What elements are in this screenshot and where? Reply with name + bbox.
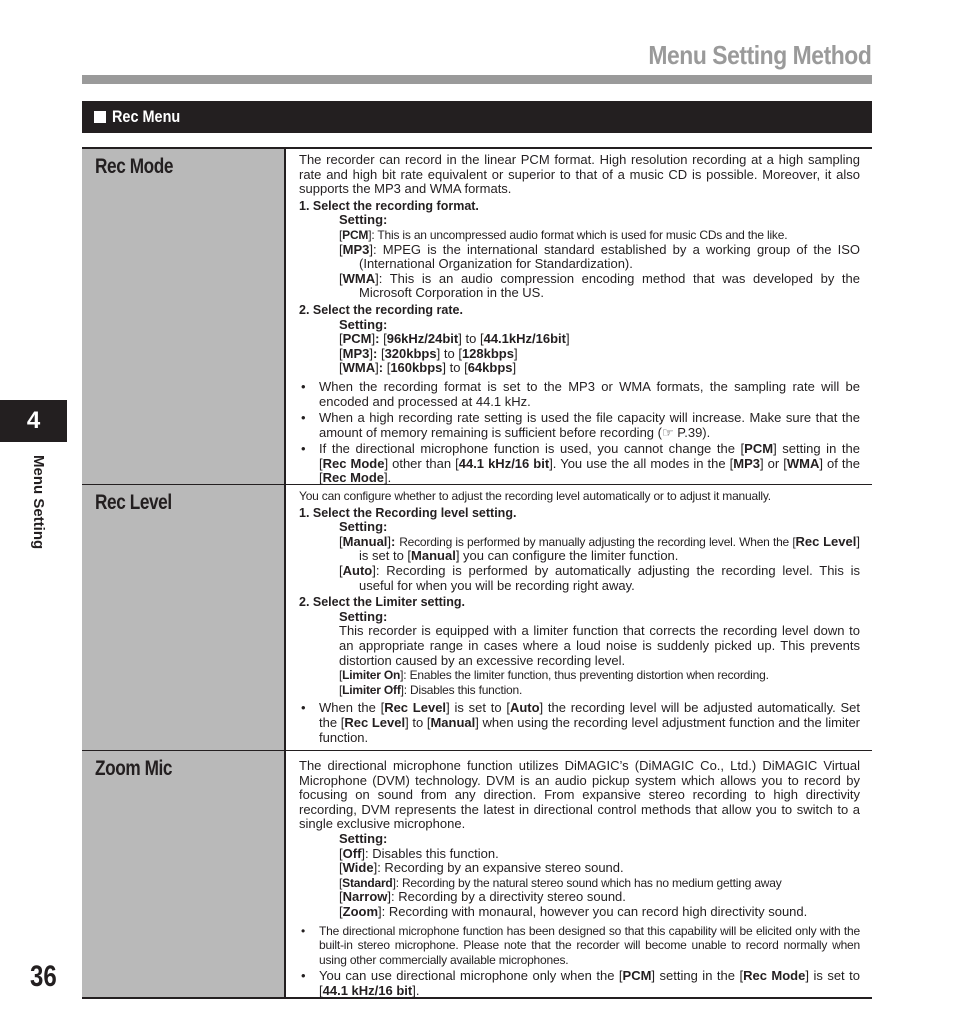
option-limiter-on: [Limiter On]: Enables the limiter function, thus preventing distortion when recording. (339, 668, 769, 683)
option-manual: [Manual]: Recording is performed by manually adjusting the recording level. When the [Rec Level] is set to [Manual] you can configure the limiter function. (339, 533, 860, 564)
row-label-cell (82, 149, 286, 484)
option-limiter-off: [Limiter Off]: Disables this function. (339, 682, 523, 697)
rate-wma: [WMA]: [160kbps] to [64kbps] (339, 360, 517, 376)
note-bullet: • When the recording format is set to the MP3 or WMA formats, the sampling rate will be encoded and processed at 44.1 kHz. (299, 380, 860, 409)
step-heading: 2. Select the recording rate. (299, 302, 463, 317)
option-zoom: [Zoom]: Recording with monaural, however you can record high directivity sound. (339, 903, 808, 919)
table-row-rec-mode (82, 149, 872, 484)
step-heading: 1. Select the recording format. (299, 198, 479, 213)
setting-heading: Setting: (339, 830, 388, 846)
row-label-zoom-mic: Zoom Mic (95, 757, 173, 780)
option-wide: [Wide]: Recording by an expansive stereo sound. (339, 860, 624, 876)
note-bullet: • When the [Rec Level] is set to [Auto] the recording level will be adjusted automatically. Set the [Rec Level] to [Manual] when using the recording level adjustment function and the limiter function. (299, 701, 860, 745)
setting-heading: Setting: (339, 608, 388, 624)
option-mp3: [MP3]: MPEG is the international standard established by a working group of the ISO (International Organization for Standardization). (339, 241, 860, 272)
intro-text: The recorder can record in the linear PCM format. High resolution recording at a high sampling rate and high bit rate equivalent or superior to that of a music CD is possible. Moreover, it also supports the MP3 and WMA formats. (299, 152, 860, 197)
option-narrow: [Narrow]: Recording by a directivity stereo sound. (339, 889, 626, 905)
menu-table (82, 147, 872, 999)
note-bullet: • You can use directional microphone only when the [PCM] setting in the [Rec Mode] is set to [44.1 kHz/16 bit]. (299, 969, 860, 998)
option-auto: [Auto]: Recording is performed by automatically adjusting the recording level. This is useful for when you will be recording right away. (339, 562, 860, 593)
setting-heading: Setting: (339, 519, 388, 535)
square-bullet-icon (94, 111, 106, 123)
step-heading: 2. Select the Limiter setting. (299, 595, 466, 610)
row-body-rec-level (286, 485, 872, 750)
section-title: Rec Menu (112, 107, 181, 126)
table-row-zoom-mic (82, 750, 872, 997)
option-pcm: [PCM]: This is an uncompressed audio format which is used for music CDs and the like. (339, 227, 788, 242)
note-bullet: • If the directional microphone function is used, you cannot change the [PCM] setting in the [Rec Mode] other than [44.1 kHz/16 bit]. You use the all modes in the [MP3] or [WMA] of the [Rec Mode]. (299, 442, 860, 486)
option-off: [Off]: Disables this function. (339, 845, 499, 861)
limiter-description: This recorder is equipped with a limiter function that corrects the recording level down to an appropriate range in cases where a loud noise is suddenly picked up. This prevents distortion caused by an excessive recording level. (339, 623, 860, 668)
row-label-cell (82, 485, 286, 750)
intro-text: You can configure whether to adjust the recording level automatically or to adjust it manually. (299, 489, 771, 503)
rate-mp3: [MP3]: [320kbps] to [128kbps] (339, 345, 518, 361)
row-body-rec-mode (286, 149, 872, 484)
setting-heading: Setting: (339, 212, 388, 228)
note-bullet: • When a high recording rate setting is used the file capacity will increase. Make sure that the amount of memory remaining is sufficient before recording (☞ P.39). (299, 411, 860, 440)
page-header-title: Menu Setting Method (648, 40, 871, 70)
row-label-rec-mode: Rec Mode (95, 155, 174, 178)
chapter-tab (0, 400, 67, 442)
row-body-zoom-mic (286, 751, 872, 997)
rate-pcm: [PCM]: [96kHz/24bit] to [44.1kHz/16bit] (339, 331, 570, 347)
section-bar (82, 101, 872, 133)
page-number: 36 (30, 960, 57, 993)
note-bullet: • The directional microphone function has been designed so that this capability will be elicited only with the built-in stereo microphone. Please note that the recorder will become unable to record normally when using other commercially available microphones. (299, 924, 860, 968)
option-wma: [WMA]: This is an audio compression encoding method that was developed by the Microsoft Corporation in the US. (339, 270, 860, 301)
row-label-cell (82, 751, 286, 997)
intro-text: The directional microphone function utilizes DiMAGIC’s (DiMAGIC Co., Ltd.) DiMAGIC Virtual Microphone (DVM) technology. DVM is an audio pickup system which allows you to record by focusing on sound from any direction. From expansive stereo recording to high directivity recording, DVM represents the latest in directional control methods that allow you to switch to a single exclusive microphone. (299, 758, 860, 832)
chapter-label: Menu Setting (30, 455, 47, 550)
header-rule (82, 75, 872, 84)
row-label-rec-level: Rec Level (95, 491, 172, 514)
chapter-number: 4 (26, 407, 41, 434)
table-row-rec-level (82, 484, 872, 750)
setting-heading: Setting: (339, 316, 388, 332)
option-standard: [Standard]: Recording by the natural stereo sound which has no medium getting away (339, 875, 782, 890)
step-heading: 1. Select the Recording level setting. (299, 505, 517, 520)
